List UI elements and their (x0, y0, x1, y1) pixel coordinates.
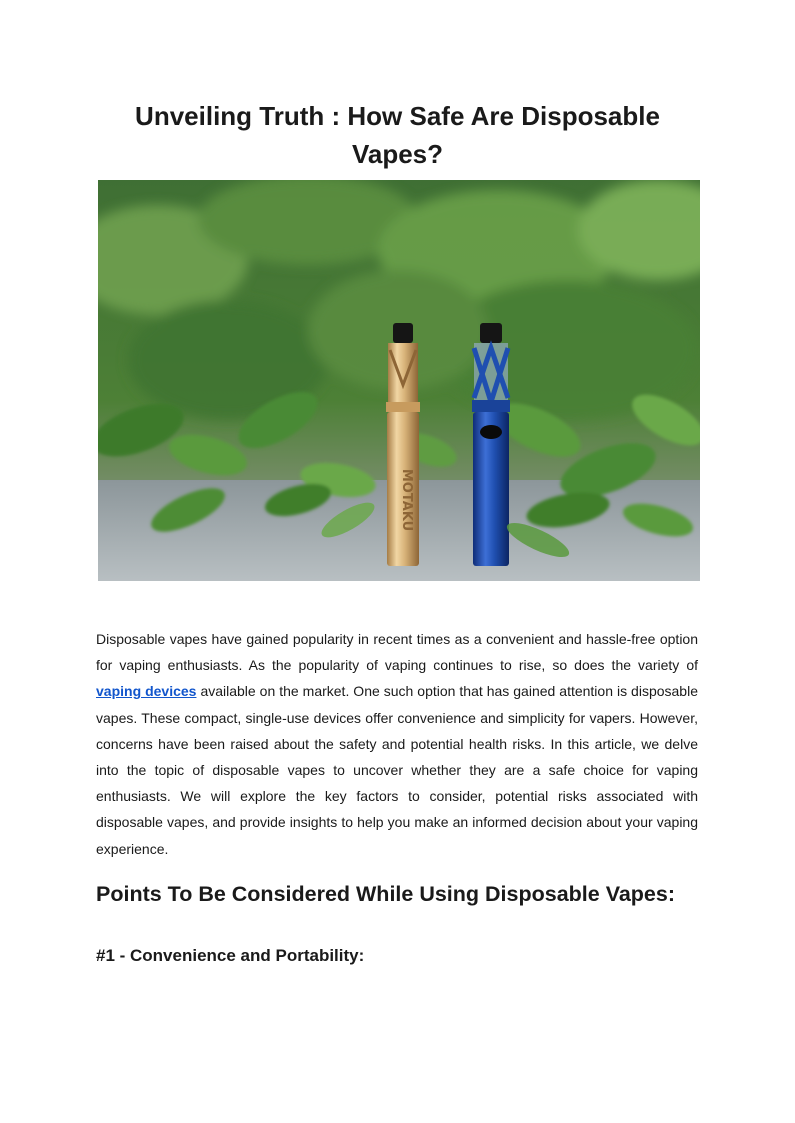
blue-vape-pen (472, 323, 510, 566)
intro-paragraph (96, 626, 698, 862)
intro-text-before-link: Disposable vapes have gained popularity in recent times as a convenient and hassle-free option for vaping enthusiasts. As the popularity of vaping continues to rise, so does the variety of (96, 631, 698, 674)
device-engraving: MOTAKU (399, 468, 414, 532)
intro-text-after-link: available on the market. One such option that has gained attention is disposable vapes. These compact, single-use devices offer convenience and simplicity for vapers. However, concerns have been raised about the safety and potential health risks. In this article, we delve into the topic of disposable vapes to uncover whether they are a safe choice for vaping enthusiasts. We will explore the key factors to consider, potential risks associated with disposable vapes, and provide insights to help you make an informed decision about your vaping experience. (96, 683, 698, 857)
gold-vape-pen (386, 323, 420, 566)
vaping-devices-link[interactable]: vaping devices (96, 683, 197, 700)
subsection-heading: #1 - Convenience and Portability: (96, 946, 365, 965)
article-title: Unveiling Truth : How Safe Are Disposable Vapes? (135, 101, 660, 169)
section-heading: Points To Be Considered While Using Disposable Vapes: (96, 882, 676, 906)
vape-pens-photo (98, 180, 700, 581)
